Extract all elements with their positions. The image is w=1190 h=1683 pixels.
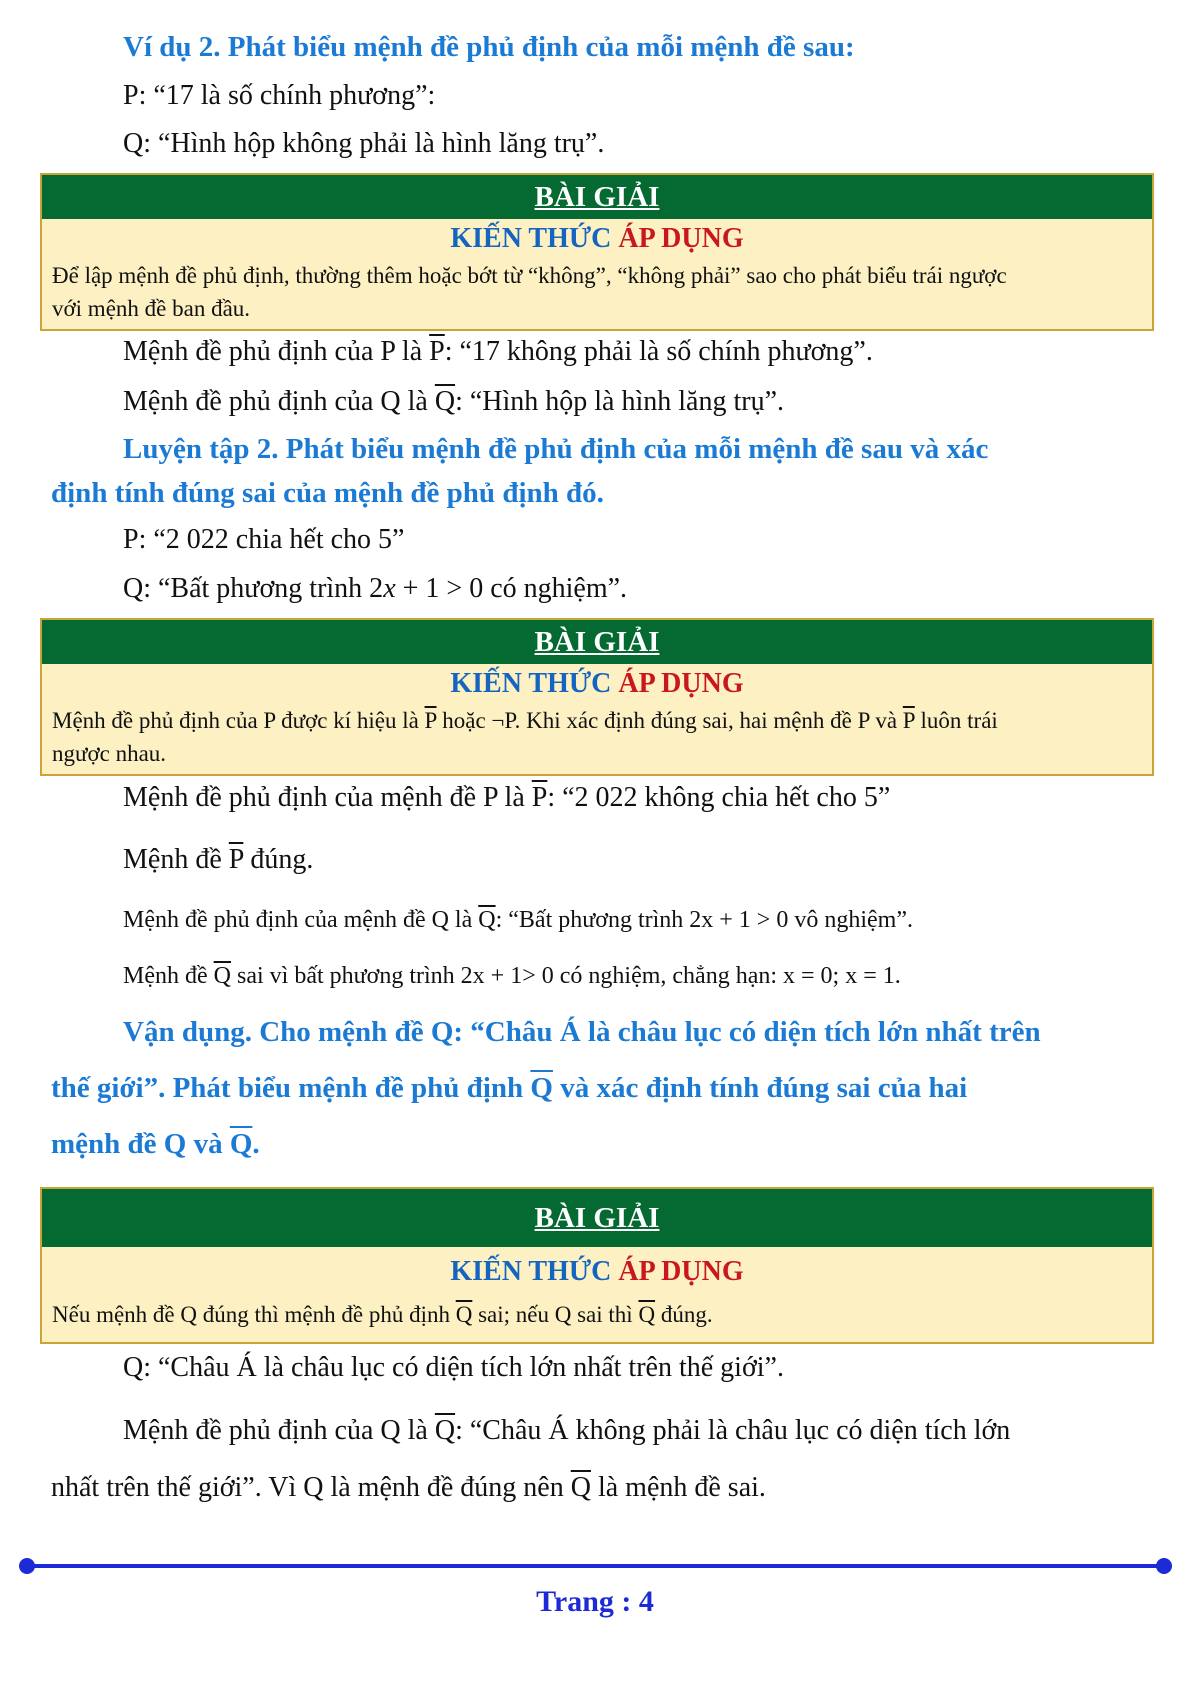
statement-q: Q: “Hình hộp không phải là hình lăng trụ”. [123,128,605,159]
solution-line: Mệnh đề phủ định của mệnh đề Q là $\overline{Q}$: “Bất phương trình 2x + 1 > 0 vô nghiệm”. [123,907,913,933]
solution-box-2 [40,618,1154,776]
solution-box-1 [40,173,1154,331]
example-2-heading: Ví dụ 2. Phát biểu mệnh đề phủ định của mỗi mệnh đề sau: [123,31,855,63]
practice-2-heading: Luyện tập 2. Phát biểu mệnh đề phủ định của mỗi mệnh đề sau và xác [123,433,989,465]
footer-dot-right [1156,1558,1172,1574]
solution-line: Q: “Châu Á là châu lục có diện tích lớn nhất trên thế giới”. [123,1352,784,1383]
statement-p: P: “2 022 chia hết cho 5” [123,524,405,555]
solution-line: Mệnh đề phủ định của Q là $\overline{Q}$: “Châu Á không phải là châu lục có diện tích lớn [123,1415,1011,1446]
solution-line: Mệnh đề phủ định của Q là $\overline{Q}$: “Hình hộp là hình lăng trụ”. [123,386,784,417]
knowledge-note: Mệnh đề phủ định của P được kí hiệu là $\overline{P}$ hoặc ¬P. Khi xác định đúng sai, hai mệnh đề P và $\overline{P}$ luôn trái ngược nhau. [52,708,998,766]
footer-divider [27,1564,1164,1568]
applied-knowledge-heading: KIẾN THỨC ÁP DỤNG [450,1256,744,1287]
box-title: BÀI GIẢI [42,1189,1152,1247]
solution-line: Mệnh đề $\overline{Q}$ sai vì bất phương trình 2x + 1> 0 có nghiệm, chẳng hạn: x = 0; x = 1. [123,963,901,989]
application-heading-cont: mệnh đề Q và $\overline{Q}$. [51,1128,260,1160]
application-heading-cont: thế giới”. Phát biểu mệnh đề phủ định $\overline{Q}$ và xác định tính đúng sai của hai [51,1072,968,1104]
box-title: BÀI GIẢI [42,620,1152,664]
statement-p: P: “17 là số chính phương”: [123,80,436,111]
box-title: BÀI GIẢI [42,175,1152,219]
footer-dot-left [19,1558,35,1574]
page-number: Trang : 4 [536,1585,654,1618]
solution-box-3 [40,1187,1154,1344]
statement-q: Q: “Bất phương trình 2x + 1 > 0 có nghiệm”. [123,573,628,604]
solution-line: Mệnh đề $\overline{P}$ đúng. [123,844,314,875]
knowledge-note: Để lập mệnh đề phủ định, thường thêm hoặc bớt từ “không”, “không phải” sao cho phát biểu trái ngược với mệnh đề ban đầu. [52,263,1007,321]
applied-knowledge-heading: KIẾN THỨC ÁP DỤNG [450,223,744,254]
solution-line: Mệnh đề phủ định của P là $\overline{P}$: “17 không phải là số chính phương”. [123,336,873,367]
application-heading: Vận dụng. Cho mệnh đề Q: “Châu Á là châu lục có diện tích lớn nhất trên [123,1016,1041,1048]
practice-2-heading-cont: định tính đúng sai của mệnh đề phủ định đó. [51,477,604,509]
solution-line: Mệnh đề phủ định của mệnh đề P là $\overline{P}$: “2 022 không chia hết cho 5” [123,782,891,813]
knowledge-note: Nếu mệnh đề Q đúng thì mệnh đề phủ định $\overline{Q}$ sai; nếu Q sai thì $\overline{Q}$ đúng. [52,1302,713,1327]
applied-knowledge-heading: KIẾN THỨC ÁP DỤNG [450,668,744,699]
solution-line: nhất trên thế giới”. Vì Q là mệnh đề đúng nên $\overline{Q}$ là mệnh đề sai. [51,1472,766,1503]
